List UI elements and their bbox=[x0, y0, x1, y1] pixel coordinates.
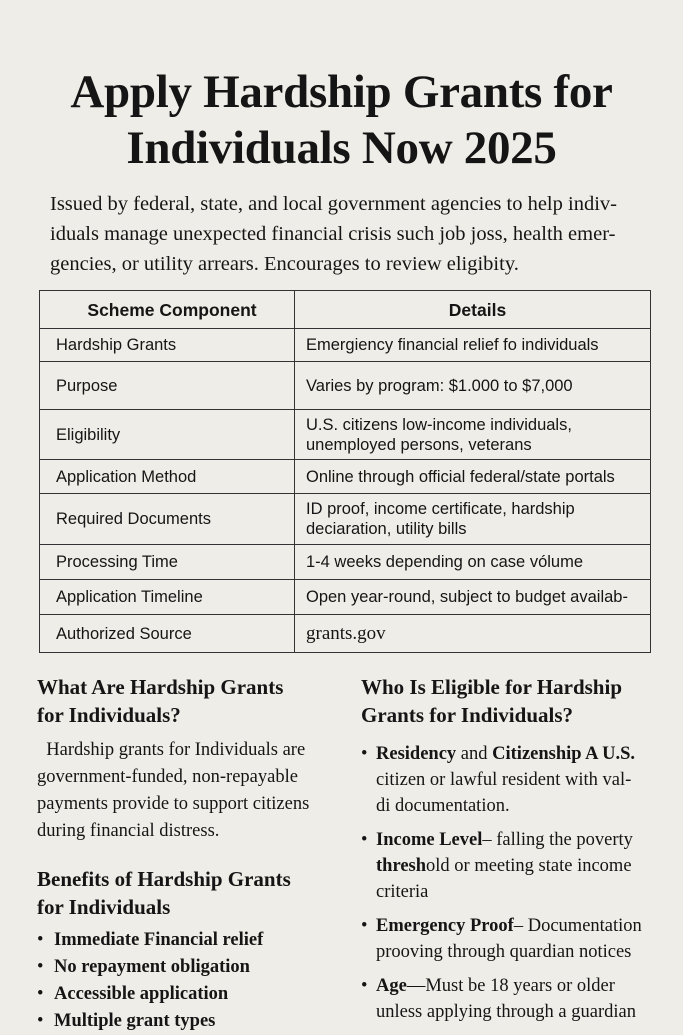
what-are-paragraph bbox=[37, 737, 337, 845]
table-header-row bbox=[40, 291, 651, 329]
item-line bbox=[376, 913, 671, 939]
intro-line-3: gencies, or utility arrears. Encourages to review eligibity. bbox=[50, 253, 519, 275]
item-line bbox=[376, 741, 671, 767]
component-cell: Processing Time bbox=[40, 545, 295, 580]
item-line bbox=[376, 853, 671, 879]
item-line bbox=[376, 973, 671, 999]
eligibility-list bbox=[361, 741, 671, 1025]
details-line: Emergiency financial relief fo individuals bbox=[306, 336, 599, 354]
benefits-list bbox=[37, 927, 337, 1035]
list-item bbox=[361, 973, 671, 1025]
component-cell: Authorized Source bbox=[40, 615, 295, 653]
item-bold: Income Level bbox=[376, 830, 483, 850]
details-cell bbox=[295, 545, 651, 580]
details-line: unemployed persons, veterans bbox=[306, 435, 532, 454]
details-line: 1-4 weeks depending on case vólume bbox=[306, 553, 584, 571]
details-line: deciaration, utility bills bbox=[306, 520, 467, 538]
item-bold: Age bbox=[376, 976, 407, 996]
list-item: • Multiple grant types bbox=[37, 1008, 337, 1035]
item-line: citizen or lawful resident with val- bbox=[376, 770, 632, 790]
paragraph-line: government-funded, non-repayable bbox=[37, 767, 298, 787]
list-item: • No repayment obligation bbox=[37, 954, 337, 981]
right-column bbox=[361, 673, 671, 1033]
intro-line-2: iduals manage unexpected financial crisis such job joss, health emer- bbox=[50, 223, 616, 245]
details-cell bbox=[295, 460, 651, 494]
intro-paragraph bbox=[50, 189, 660, 279]
heading-line: for Individuals? bbox=[37, 703, 181, 727]
component-cell: Purpose bbox=[40, 362, 295, 410]
table-row bbox=[40, 410, 651, 460]
table-row bbox=[40, 580, 651, 615]
header-scheme-component: Scheme Component bbox=[40, 291, 295, 329]
intro-line-1: Issued by federal, state, and local government agencies to help indiv- bbox=[50, 193, 617, 215]
item-line bbox=[376, 827, 671, 853]
what-are-heading bbox=[37, 673, 337, 729]
table-row bbox=[40, 615, 651, 653]
list-item: • Accessible application bbox=[37, 981, 337, 1008]
details-line: grants.gov bbox=[306, 622, 386, 644]
item-text: – Documentation bbox=[513, 916, 642, 936]
details-line: ID proof, income certificate, hardship bbox=[306, 500, 575, 518]
item-bold: Residency bbox=[376, 744, 457, 764]
details-line: U.S. citizens low-income individuals, bbox=[306, 415, 572, 434]
list-item bbox=[361, 913, 671, 965]
paragraph-line: Hardship grants for Individuals are bbox=[37, 740, 306, 760]
details-cell bbox=[295, 362, 651, 410]
left-column bbox=[37, 673, 337, 1035]
title-line-2: Individuals Now 2025 bbox=[126, 122, 557, 174]
item-text: —Must be 18 years or older bbox=[406, 976, 615, 996]
benefits-heading bbox=[37, 865, 337, 921]
item-bold: Citizenship A U.S. bbox=[492, 744, 636, 764]
heading-line: Benefits of Hardship Grants bbox=[37, 867, 291, 891]
item-bold: thresh bbox=[376, 856, 427, 876]
component-cell: Application Method bbox=[40, 460, 295, 494]
table-row bbox=[40, 329, 651, 362]
scheme-table bbox=[39, 290, 651, 653]
component-cell: Application Timeline bbox=[40, 580, 295, 615]
details-cell bbox=[295, 615, 651, 653]
item-text: and bbox=[456, 744, 493, 764]
item-line: prooving through quardian notices bbox=[376, 942, 632, 962]
details-cell bbox=[295, 580, 651, 615]
item-line: di documentation. bbox=[376, 796, 510, 816]
item-line: criteria bbox=[376, 882, 429, 902]
table-row bbox=[40, 494, 651, 545]
details-line: Varies by program: $1.000 to $7,000 bbox=[306, 376, 573, 395]
item-text: old or meeting state income bbox=[426, 856, 632, 876]
component-cell: Required Documents bbox=[40, 494, 295, 545]
component-cell: Hardship Grants bbox=[40, 329, 295, 362]
heading-line: for Individuals bbox=[37, 895, 171, 919]
heading-line: What Are Hardship Grants bbox=[37, 675, 284, 699]
table-row bbox=[40, 545, 651, 580]
item-line: unless applying through a guardian bbox=[376, 1002, 636, 1022]
who-eligible-heading bbox=[361, 673, 671, 729]
page-title bbox=[0, 64, 683, 176]
heading-line: Who Is Eligible for Hardship bbox=[361, 675, 623, 699]
component-cell: Eligibility bbox=[40, 410, 295, 460]
paragraph-line: payments provide to support citizens bbox=[37, 794, 310, 814]
title-line-1: Apply Hardship Grants for bbox=[70, 66, 613, 118]
list-item bbox=[361, 827, 671, 905]
details-cell bbox=[295, 410, 651, 460]
header-details: Details bbox=[295, 291, 651, 329]
heading-line: Grants for Individuals? bbox=[361, 703, 573, 727]
paragraph-line: during financial distress. bbox=[37, 821, 220, 841]
details-line: Online through official federal/state portals bbox=[306, 467, 615, 486]
item-bold: Emergency Proof bbox=[376, 916, 514, 936]
details-cell bbox=[295, 494, 651, 545]
details-cell bbox=[295, 329, 651, 362]
table-row bbox=[40, 362, 651, 410]
list-item: • Immediate Financial relief bbox=[37, 927, 337, 954]
item-text: – falling the poverty bbox=[482, 830, 633, 850]
details-line: Open year-round, subject to budget availab- bbox=[306, 588, 628, 606]
list-item bbox=[361, 741, 671, 819]
table-row bbox=[40, 460, 651, 494]
